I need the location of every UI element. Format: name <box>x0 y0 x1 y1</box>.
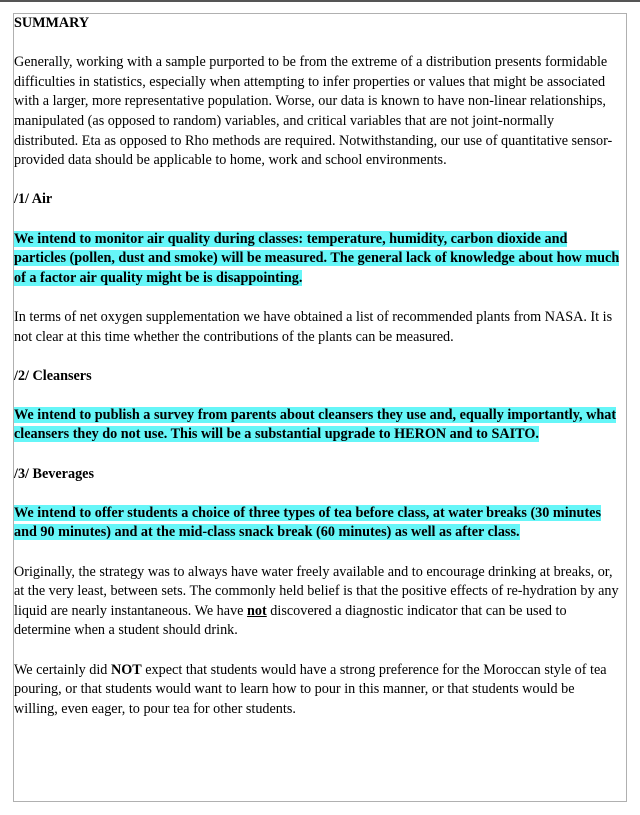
summary-heading: SUMMARY <box>14 15 90 31</box>
section-cleansers-highlight <box>14 406 620 445</box>
highlighted-text: We intend to publish a survey from parents about cleansers they use and, equally importantly, what cleansers they do not use. This will be a substantial upgrade to HERON and to SAITO. <box>14 406 617 443</box>
document-body <box>14 14 620 719</box>
section-beverages-heading: /3/ Beverages <box>14 465 94 482</box>
section-beverages-body-a <box>14 563 620 641</box>
body-text: expect that students would have a strong preference for the Moroccan style of tea pouring, or that students would want to learn how to pour in this manner, or that students would be willing, even eager, to pour tea for other students. <box>14 661 607 717</box>
section-beverages-highlight <box>14 504 620 543</box>
emphasis-not-caps: NOT <box>110 661 142 678</box>
highlighted-text: We intend to monitor air quality during classes: temperature, humidity, carbon dioxide and particles (pollen, dust and smoke) will be measured. The general lack of knowledge about how much of a factor air quality might be is disappointing. <box>14 230 620 286</box>
body-text: discovered a diagnostic indicator that can be used to determine when a student should drink. <box>14 602 567 639</box>
emphasis-not: not <box>247 602 267 619</box>
section-cleansers-heading: /2/ Cleansers <box>14 367 92 384</box>
section-air-heading: /1/ Air <box>14 191 53 208</box>
top-rule <box>0 0 640 2</box>
body-text: Originally, the strategy was to always have water freely available and to encourage drinking at breaks, or, at the very least, between sets. The commonly held belief is that the positive effects of re-hydration by any liquid are nearly instantaneous. We have <box>14 563 619 619</box>
highlighted-text: We intend to offer students a choice of three types of tea before class, at water breaks (30 minutes and 90 minutes) and at the mid-class snack break (60 minutes) as well as after class. <box>14 504 601 541</box>
section-air-body: In terms of net oxygen supplementation we have obtained a list of recommended plants from NASA. It is not clear at this time whether the contributions of the plants can be measured. <box>14 308 613 345</box>
section-beverages-body-b <box>14 661 620 720</box>
body-text: We certainly did <box>14 661 111 678</box>
section-air-highlight <box>14 230 620 289</box>
intro-paragraph: Generally, working with a sample purported to be from the extreme of a distribution presents formidable difficulties in statistics, especially when attempting to infer properties or values that might be associated with a larger, more representative population. Worse, our data is known to have non-linear relationships, manipulated (as opposed to random) variables, and critical variables that are not joint-normally distributed. Eta as opposed to Rho methods are required. Notwithstanding, our use of quantitative sensor-provided data should be applicable to home, work and school environments. <box>14 54 613 169</box>
